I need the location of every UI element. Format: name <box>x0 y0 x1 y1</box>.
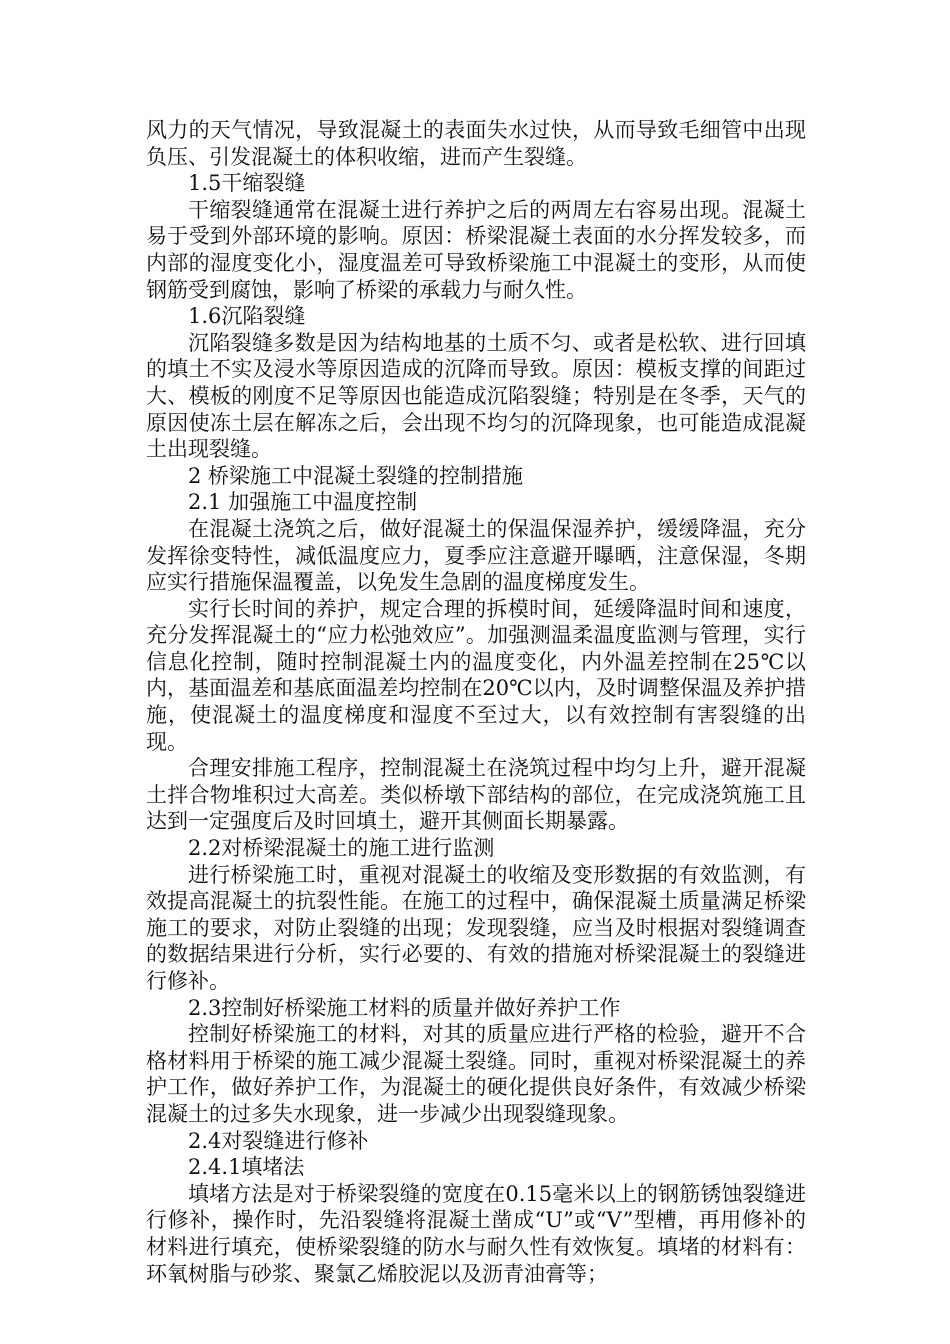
section-heading-1-6: 1.6沉陷裂缝 <box>188 304 306 329</box>
paragraph-3: 沉陷裂缝多数是因为结构地基的土质不匀、或者是松软、进行回填的填土不实及浸水等原因造成的沉降而导致。原因：模板支撑的间距过大、模板的刚度不足等原因也能造成沉陷裂缝；特别是在冬季，天气的原因使冻土层在解冻之后，会出现不均匀的沉降现象，也可能造成混凝土出现裂缝。 <box>146 330 806 462</box>
paragraph-6: 合理安排施工程序，控制混凝土在浇筑过程中均匀上升，避开混凝土拌合物堆积过大高差。类似桥墩下部结构的部位，在完成浇筑施工且达到一定强度后及时回填土，避开其侧面长期暴露。 <box>146 756 806 834</box>
paragraph-8: 控制好桥梁施工的材料，对其的质量应进行严格的检验，避开不合格材料用于桥梁的施工减少混凝土裂缝。同时，重视对桥梁混凝土的养护工作，做好养护工作，为混凝土的硬化提供良好条件，有效减少桥梁混凝土的过多失水现象，进一步减少出现裂缝现象。 <box>146 1022 806 1126</box>
paragraph-5: 实行长时间的养护，规定合理的拆模时间，延缓降温时间和速度，充分发挥混凝土的“应力松弛效应”。加强测温柔温度监测与管理，实行信息化控制，随时控制混凝土内的温度变化，内外温差控制在25℃以内，基面温差和基底面温差均控制在20℃以内，及时调整保温及养护措施，使混凝土的温度梯度和湿度不至过大，以有效控制有害裂缝的出现。 <box>146 596 806 754</box>
paragraph-2: 干缩裂缝通常在混凝土进行养护之后的两周左右容易出现。混凝土易于受到外部环境的影响。原因：桥梁混凝土表面的水分挥发较多，而内部的湿度变化小，湿度温差可导致桥梁施工中混凝土的变形，从而使钢筋受到腐蚀，影响了桥梁的承载力与耐久性。 <box>146 197 806 302</box>
section-heading-2-3: 2.3控制好桥梁施工材料的质量并做好养护工作 <box>188 995 621 1020</box>
paragraph-1: 风力的天气情况，导致混凝土的表面失水过快，从而导致毛细管中出现负压、引发混凝土的体积收缩，进而产生裂缝。 <box>146 118 806 169</box>
document-body <box>146 117 806 1287</box>
section-heading-2-1: 2.1 加强施工中温度控制 <box>188 490 418 515</box>
paragraph-9: 填堵方法是对于桥梁裂缝的宽度在0.15毫米以上的钢筋锈蚀裂缝进行修补，操作时，先沿裂缝将混凝土凿成“U”或“V”型槽，再用修补的材料进行填充，使桥梁裂缝的防水与耐久性有效恢复。填堵的材料有：环氧树脂与砂浆、聚氯乙烯胶泥以及沥青油膏等； <box>146 1181 806 1286</box>
section-heading-2-4-1: 2.4.1填堵法 <box>188 1155 305 1180</box>
paragraph-7: 进行桥梁施工时，重视对混凝土的收缩及变形数据的有效监测，有效提高混凝土的抗裂性能。在施工的过程中，确保混凝土质量满足桥梁施工的要求，对防止裂缝的出现；发现裂缝，应当及时根据对裂缝调查的数据结果进行分析，实行必要的、有效的措施对桥梁混凝土的裂缝进行修补。 <box>146 862 806 993</box>
section-heading-2-4: 2.4对裂缝进行修补 <box>188 1128 369 1153</box>
section-heading-1-5: 1.5干缩裂缝 <box>188 171 306 196</box>
section-heading-2-2: 2.2对桥梁混凝土的施工进行监测 <box>188 836 495 861</box>
section-heading-2: 2 桥梁施工中混凝土裂缝的控制措施 <box>188 463 524 488</box>
paragraph-4: 在混凝土浇筑之后，做好混凝土的保温保湿养护，缓缓降温，充分发挥徐变特性，减低温度应力，夏季应注意避开曝晒，注意保湿，冬期应实行措施保温覆盖，以免发生急剧的温度梯度发生。 <box>146 516 806 595</box>
